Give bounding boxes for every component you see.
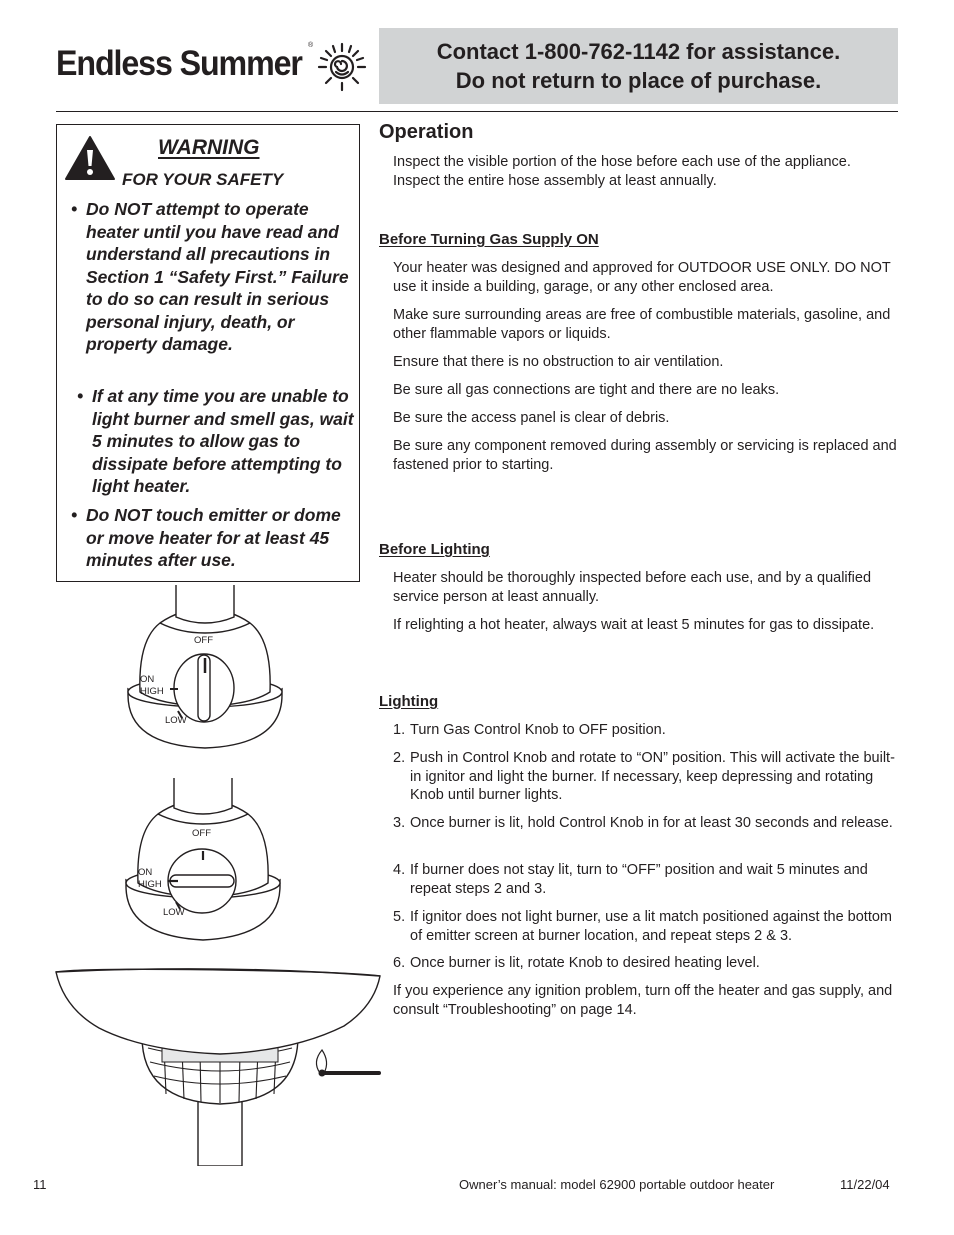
- knob-label-off: OFF: [194, 635, 213, 646]
- step-text: If burner does not stay lit, turn to “OFF” position and wait 5 minutes and repeat steps 2 and 3.: [410, 862, 868, 897]
- warning-item: [71, 504, 356, 572]
- knob-label-high: HIGH: [140, 686, 164, 697]
- contact-return-line: Do not return to place of purchase.: [455, 68, 822, 93]
- step-number: 6.: [393, 955, 406, 971]
- footer-date: 11/22/04: [840, 1177, 890, 1192]
- registered-mark: ®: [308, 42, 314, 49]
- knob-label-high: HIGH: [138, 879, 162, 890]
- contact-phone-line: Contact 1-800-762-1142 for assistance.: [436, 39, 841, 64]
- paragraph: Ensure that there is no obstruction to air ventilation.: [393, 354, 724, 370]
- list-item: [393, 749, 903, 805]
- warning-triangle-icon: [64, 135, 116, 181]
- section-title: Operation: [379, 121, 474, 143]
- bullet: •: [71, 199, 78, 219]
- warning-item: [71, 198, 356, 356]
- step-text: Turn Gas Control Knob to OFF position.: [410, 722, 666, 738]
- page-number: 11: [33, 1177, 47, 1192]
- match-lighting-illustration: [54, 966, 384, 1166]
- knob-label-on: ON: [140, 674, 155, 685]
- footer-manual-title: Owner’s manual: model 62900 portable outdoor heater: [459, 1177, 775, 1192]
- header-divider: [56, 111, 898, 112]
- knob-label-low: LOW: [165, 715, 187, 726]
- step-number: 2.: [393, 750, 406, 766]
- step-number: 5.: [393, 909, 406, 925]
- paragraph: If you experience any ignition problem, turn off the heater and gas supply, and consult “Troubleshooting” on page 14.: [393, 983, 893, 1018]
- knob-label-low: LOW: [163, 907, 185, 918]
- warning-title: WARNING: [158, 136, 260, 159]
- warning-box: [56, 124, 360, 582]
- knob-off-illustration: [120, 585, 290, 755]
- contact-banner: [379, 28, 898, 104]
- knob-label-off: OFF: [192, 828, 211, 839]
- list-item: [393, 861, 903, 898]
- step-number: 1.: [393, 722, 406, 738]
- paragraph: Be sure all gas connections are tight and there are no leaks.: [393, 382, 780, 398]
- step-text: Once burner is lit, hold Control Knob in for at least 30 seconds and release.: [410, 815, 893, 831]
- warning-subtitle: FOR YOUR SAFETY: [122, 170, 284, 189]
- step-number: 3.: [393, 815, 406, 831]
- sun-icon: [316, 40, 368, 92]
- list-item: [393, 954, 903, 973]
- paragraph: If relighting a hot heater, always wait at least 5 minutes for gas to dissipate.: [393, 617, 875, 633]
- intro-line: Inspect the visible portion of the hose before each use of the appliance.: [393, 154, 851, 170]
- knob-on-illustration: [118, 778, 288, 948]
- paragraph: Make sure surrounding areas are free of combustible materials, gasoline, and other flammable vapors or liquids.: [393, 307, 891, 342]
- subheading-lighting: Lighting: [379, 693, 439, 710]
- step-text: If ignitor does not light burner, use a lit match positioned against the bottom of emitter screen at burner location, and repeat steps 2 & 3.: [410, 909, 893, 944]
- step-text: Push in Control Knob and rotate to “ON” position. This will activate the built-in ignitor and light the burner. If necessary, keep depressing and rotating Knob until burner lights.: [410, 750, 895, 804]
- bullet: •: [77, 386, 84, 406]
- paragraph: Heater should be thoroughly inspected before each use, and by a qualified service person at least annually.: [393, 570, 872, 605]
- step-text: Once burner is lit, rotate Knob to desired heating level.: [410, 955, 760, 971]
- paragraph: Be sure the access panel is clear of debris.: [393, 410, 670, 426]
- list-item: [393, 908, 903, 945]
- knob-label-on: ON: [138, 867, 153, 878]
- warning-item-text: If at any time you are unable to light burner and smell gas, wait 5 minutes to allow gas to dissipate before attempting to light heater.: [92, 386, 354, 496]
- warning-item: [77, 385, 362, 498]
- list-item: [393, 721, 903, 740]
- subheading-before-lighting: Before Lighting: [379, 541, 490, 558]
- step-number: 4.: [393, 862, 406, 878]
- paragraph: Your heater was designed and approved for OUTDOOR USE ONLY. DO NOT use it inside a building, garage, or any other enclosed area.: [393, 260, 891, 295]
- brand-logo: [56, 38, 376, 94]
- bullet: •: [71, 505, 78, 525]
- logo-text: Endless Summer: [56, 44, 302, 83]
- intro-line: Inspect the entire hose assembly at least annually.: [393, 172, 717, 189]
- warning-item-text: Do NOT touch emitter or dome or move heater for at least 45 minutes after use.: [86, 505, 341, 570]
- paragraph: Be sure any component removed during assembly or servicing is replaced and fastened prior to starting.: [393, 438, 897, 473]
- list-item: [393, 814, 903, 833]
- warning-item-text: Do NOT attempt to operate heater until you have read and understand all precautions in Section 1 “Safety First.” Failure to do so can result in serious personal injury, death, or property damage.: [86, 199, 349, 354]
- subheading-before-gas: Before Turning Gas Supply ON: [379, 231, 599, 248]
- intro-paragraph: [393, 153, 903, 190]
